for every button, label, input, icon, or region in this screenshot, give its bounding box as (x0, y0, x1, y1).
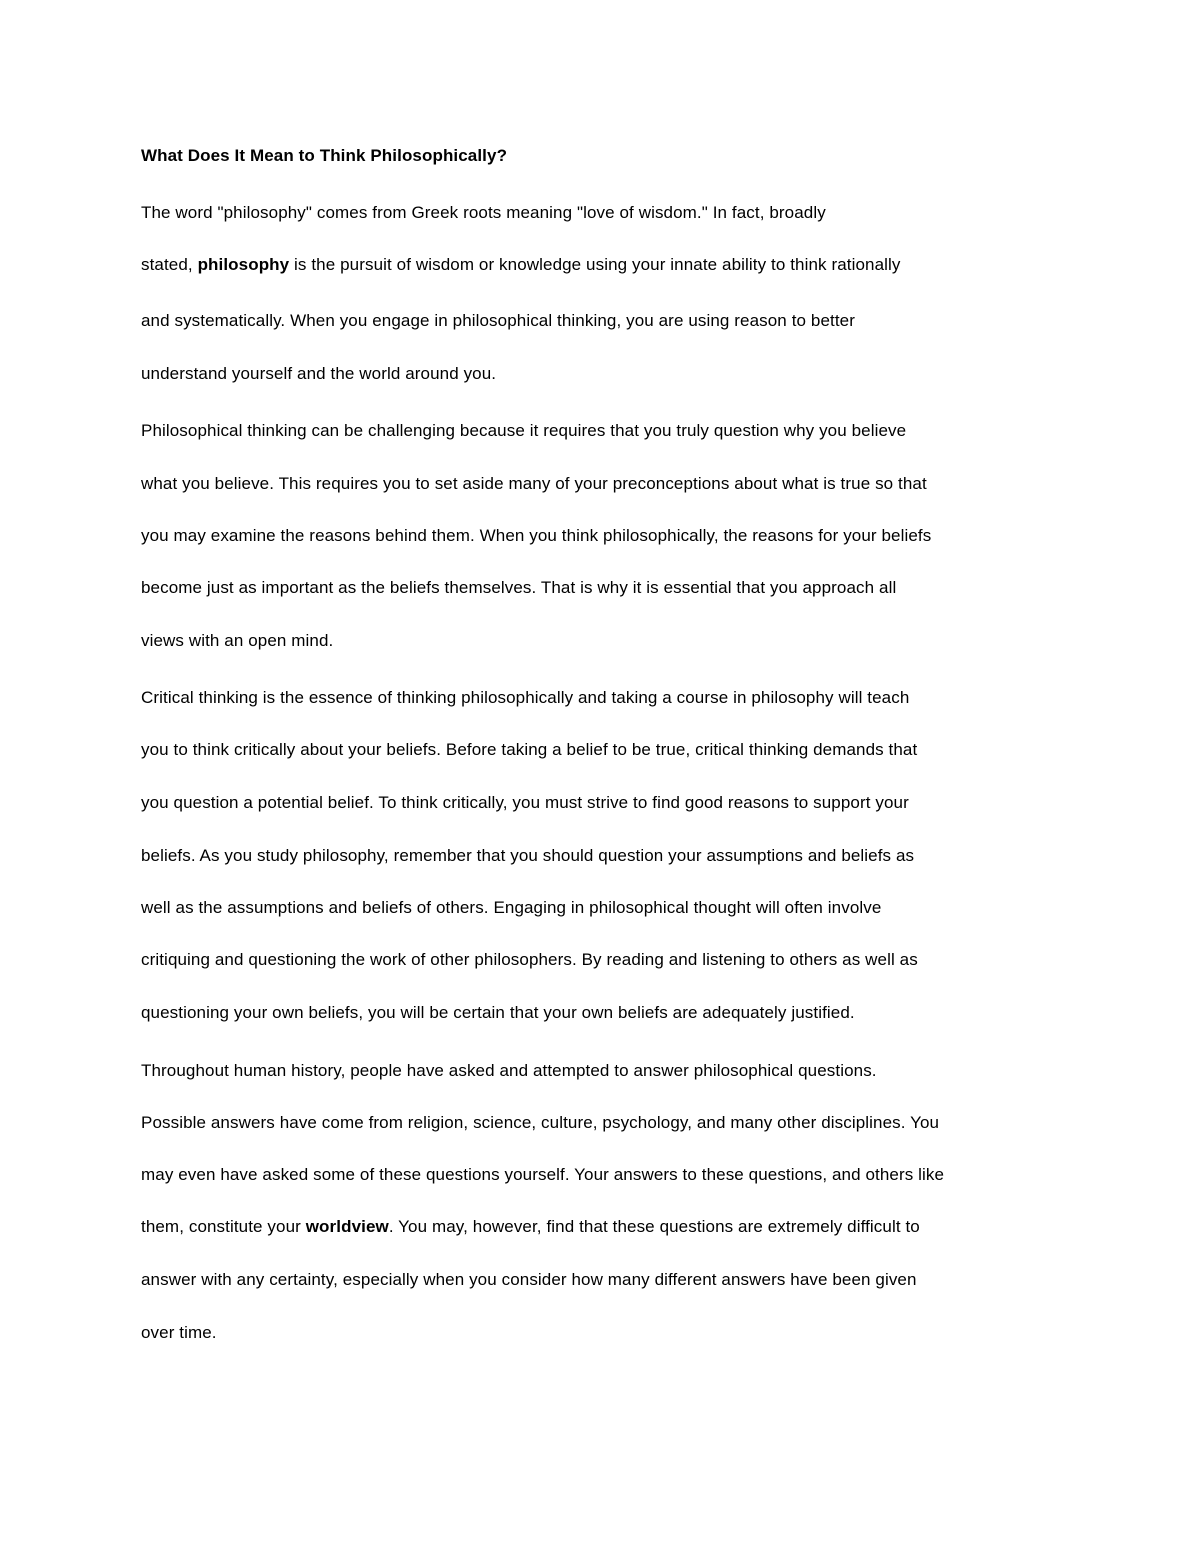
text-run: is the pursuit of wisdom or knowledge using your innate ability to think rationally (289, 255, 901, 274)
paragraph-2-line-3: you may examine the reasons behind them. When you think philosophically, the reasons for your beliefs (141, 526, 932, 545)
paragraph-2-line-4: become just as important as the beliefs themselves. That is why it is essential that you approach all (141, 578, 897, 597)
paragraph-1-line-4: understand yourself and the world around you. (141, 364, 497, 383)
paragraph-3-line-4: beliefs. As you study philosophy, remember that you should question your assumptions and beliefs as (141, 846, 915, 865)
paragraph-1-line-2 (141, 255, 901, 275)
paragraph-4-line-2: Possible answers have come from religion, science, culture, psychology, and many other disciplines. You (141, 1113, 940, 1132)
paragraph-4-line-1: Throughout human history, people have asked and attempted to answer philosophical questions. (141, 1061, 877, 1080)
text-run: . You may, however, find that these questions are extremely difficult to (388, 1217, 920, 1236)
paragraph-4-line-6: over time. (141, 1323, 217, 1342)
paragraph-4-line-4 (141, 1217, 920, 1237)
document-title: What Does It Mean to Think Philosophically? (141, 146, 508, 165)
paragraph-3-line-6: critiquing and questioning the work of other philosophers. By reading and listening to others as well as (141, 950, 918, 969)
term-philosophy: philosophy (197, 255, 290, 274)
paragraph-3-line-2: you to think critically about your beliefs. Before taking a belief to be true, critical thinking demands that (141, 740, 918, 759)
paragraph-2-line-2: what you believe. This requires you to set aside many of your preconceptions about what is true so that (141, 474, 927, 493)
paragraph-3-line-7: questioning your own beliefs, you will be certain that your own beliefs are adequately justified. (141, 1003, 855, 1022)
term-worldview: worldview (305, 1217, 389, 1236)
paragraph-1-line-1: The word "philosophy" comes from Greek roots meaning "love of wisdom." In fact, broadly (141, 203, 826, 222)
paragraph-4-line-5: answer with any certainty, especially when you consider how many different answers have been given (141, 1270, 917, 1289)
paragraph-4-line-3: may even have asked some of these questions yourself. Your answers to these questions, and others like (141, 1165, 945, 1184)
paragraph-3-line-3: you question a potential belief. To think critically, you must strive to find good reasons to support your (141, 793, 909, 812)
paragraph-3-line-5: well as the assumptions and beliefs of others. Engaging in philosophical thought will often involve (141, 898, 882, 917)
paragraph-1-line-3: and systematically. When you engage in philosophical thinking, you are using reason to better (141, 311, 855, 330)
paragraph-2-line-5: views with an open mind. (141, 631, 334, 650)
text-run: them, constitute your (141, 1217, 306, 1236)
paragraph-2-line-1: Philosophical thinking can be challenging because it requires that you truly question why you believe (141, 421, 907, 440)
text-run: stated, (141, 255, 198, 274)
paragraph-3-line-1: Critical thinking is the essence of thinking philosophically and taking a course in philosophy will teach (141, 688, 910, 707)
